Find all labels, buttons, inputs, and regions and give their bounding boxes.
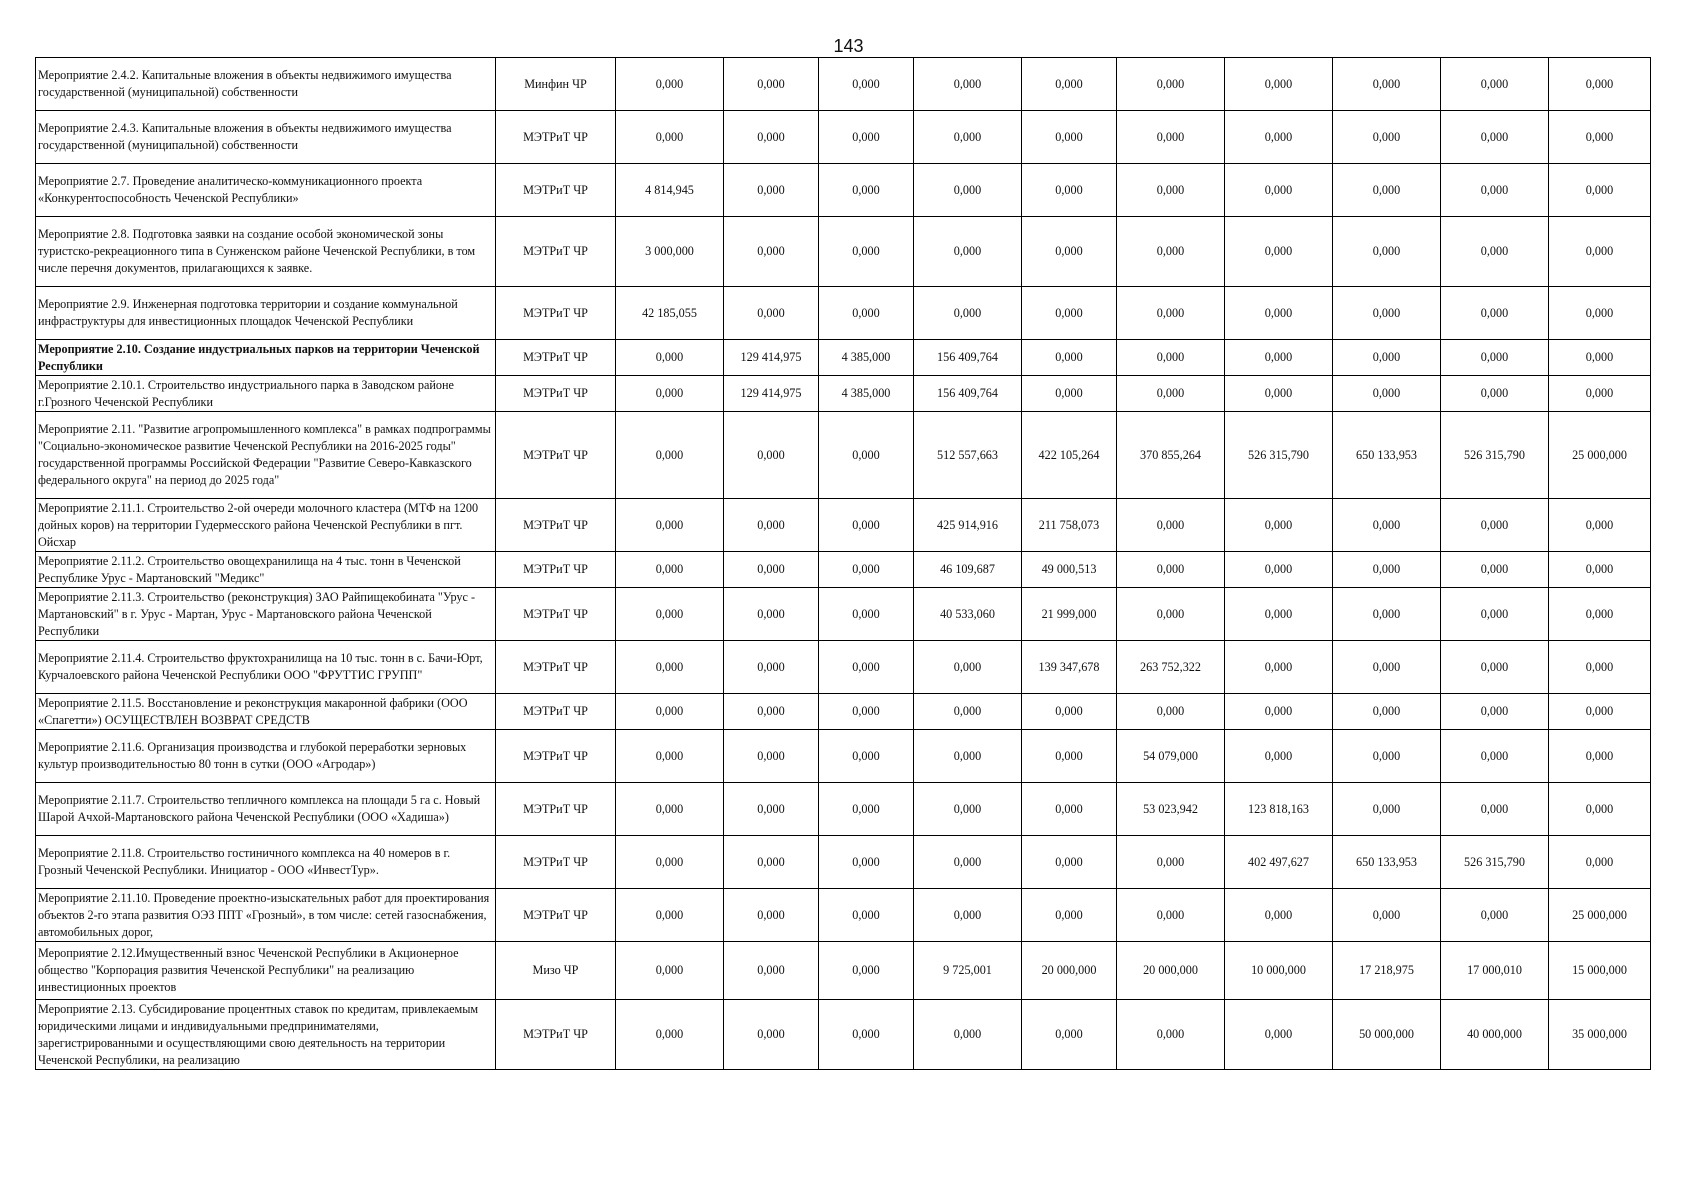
activity-name-cell: Мероприятие 2.11.1. Строительство 2-ой очереди молочного кластера (МТФ на 1200 дойных коров) на территории Гудермесского района Чеченской Республики в пгт. Ойсхар bbox=[36, 499, 496, 552]
amount-cell: 129 414,975 bbox=[724, 340, 819, 376]
activity-name-cell: Мероприятие 2.11.2. Строительство овощехранилища на 4 тыс. тонн в Чеченской Республике Урус - Мартановский "Медикс" bbox=[36, 552, 496, 588]
amount-cell: 0,000 bbox=[1333, 287, 1441, 340]
amount-cell: 156 409,764 bbox=[914, 376, 1022, 412]
amount-cell: 0,000 bbox=[1022, 836, 1117, 889]
activity-name-cell: Мероприятие 2.11.3. Строительство (реконструкция) ЗАО Райпищекобината "Урус - Мартановский" в г. Урус - Мартан, Урус - Мартановского района Чеченской Республики bbox=[36, 588, 496, 641]
table-row bbox=[36, 499, 1651, 552]
amount-cell: 0,000 bbox=[1225, 889, 1333, 942]
amount-cell: 650 133,953 bbox=[1333, 412, 1441, 499]
amount-cell: 0,000 bbox=[1117, 499, 1225, 552]
amount-cell: 0,000 bbox=[1441, 499, 1549, 552]
amount-cell: 0,000 bbox=[724, 499, 819, 552]
amount-cell: 40 000,000 bbox=[1441, 1000, 1549, 1070]
executor-cell: МЭТРиТ ЧР bbox=[496, 287, 616, 340]
table-row bbox=[36, 783, 1651, 836]
activity-name-cell: Мероприятие 2.10. Создание индустриальных парков на территории Чеченской Республики bbox=[36, 340, 496, 376]
executor-cell: МЭТРиТ ЧР bbox=[496, 499, 616, 552]
table-row bbox=[36, 641, 1651, 694]
amount-cell: 0,000 bbox=[1022, 783, 1117, 836]
amount-cell: 0,000 bbox=[1333, 783, 1441, 836]
amount-cell: 0,000 bbox=[1225, 694, 1333, 730]
amount-cell: 650 133,953 bbox=[1333, 836, 1441, 889]
amount-cell: 0,000 bbox=[914, 58, 1022, 111]
amount-cell: 0,000 bbox=[1225, 1000, 1333, 1070]
amount-cell: 0,000 bbox=[1022, 730, 1117, 783]
amount-cell: 0,000 bbox=[616, 340, 724, 376]
amount-cell: 0,000 bbox=[1441, 694, 1549, 730]
amount-cell: 42 185,055 bbox=[616, 287, 724, 340]
amount-cell: 0,000 bbox=[1022, 1000, 1117, 1070]
amount-cell: 50 000,000 bbox=[1333, 1000, 1441, 1070]
amount-cell: 526 315,790 bbox=[1225, 412, 1333, 499]
amount-cell: 0,000 bbox=[724, 552, 819, 588]
amount-cell: 0,000 bbox=[616, 942, 724, 1000]
executor-cell: МЭТРиТ ЧР bbox=[496, 412, 616, 499]
amount-cell: 0,000 bbox=[819, 499, 914, 552]
amount-cell: 0,000 bbox=[1549, 499, 1651, 552]
amount-cell: 123 818,163 bbox=[1225, 783, 1333, 836]
executor-cell: МЭТРиТ ЧР bbox=[496, 836, 616, 889]
amount-cell: 0,000 bbox=[819, 588, 914, 641]
amount-cell: 526 315,790 bbox=[1441, 412, 1549, 499]
amount-cell: 0,000 bbox=[1022, 164, 1117, 217]
table-row bbox=[36, 287, 1651, 340]
amount-cell: 10 000,000 bbox=[1225, 942, 1333, 1000]
amount-cell: 0,000 bbox=[1441, 889, 1549, 942]
amount-cell: 0,000 bbox=[616, 694, 724, 730]
amount-cell: 0,000 bbox=[1225, 376, 1333, 412]
amount-cell: 0,000 bbox=[819, 1000, 914, 1070]
executor-cell: МЭТРиТ ЧР bbox=[496, 1000, 616, 1070]
amount-cell: 40 533,060 bbox=[914, 588, 1022, 641]
table-row bbox=[36, 942, 1651, 1000]
amount-cell: 0,000 bbox=[819, 641, 914, 694]
table-row bbox=[36, 694, 1651, 730]
activity-name-cell: Мероприятие 2.11.8. Строительство гостиничного комплекса на 40 номеров в г. Грозный Чеченской Республики. Инициатор - ООО «ИнвестТур». bbox=[36, 836, 496, 889]
amount-cell: 0,000 bbox=[724, 58, 819, 111]
amount-cell: 20 000,000 bbox=[1022, 942, 1117, 1000]
amount-cell: 0,000 bbox=[724, 942, 819, 1000]
amount-cell: 0,000 bbox=[1117, 836, 1225, 889]
amount-cell: 0,000 bbox=[724, 730, 819, 783]
amount-cell: 0,000 bbox=[724, 641, 819, 694]
amount-cell: 0,000 bbox=[914, 641, 1022, 694]
amount-cell: 0,000 bbox=[1333, 340, 1441, 376]
amount-cell: 3 000,000 bbox=[616, 217, 724, 287]
activity-name-cell: Мероприятие 2.11.4. Строительство фруктохранилища на 10 тыс. тонн в с. Бачи-Юрт, Курчалоевского района Чеченской Республики ООО "ФРУТТИС ГРУПП" bbox=[36, 641, 496, 694]
amount-cell: 0,000 bbox=[1225, 552, 1333, 588]
amount-cell: 0,000 bbox=[1117, 111, 1225, 164]
table-row bbox=[36, 217, 1651, 287]
amount-cell: 0,000 bbox=[1225, 588, 1333, 641]
amount-cell: 156 409,764 bbox=[914, 340, 1022, 376]
executor-cell: МЭТРиТ ЧР bbox=[496, 730, 616, 783]
amount-cell: 0,000 bbox=[1333, 111, 1441, 164]
table-row bbox=[36, 552, 1651, 588]
amount-cell: 0,000 bbox=[616, 730, 724, 783]
amount-cell: 0,000 bbox=[1441, 340, 1549, 376]
amount-cell: 370 855,264 bbox=[1117, 412, 1225, 499]
amount-cell: 0,000 bbox=[1117, 287, 1225, 340]
amount-cell: 0,000 bbox=[1441, 111, 1549, 164]
amount-cell: 0,000 bbox=[914, 217, 1022, 287]
amount-cell: 0,000 bbox=[1549, 641, 1651, 694]
amount-cell: 0,000 bbox=[1549, 588, 1651, 641]
amount-cell: 0,000 bbox=[1549, 164, 1651, 217]
amount-cell: 0,000 bbox=[914, 730, 1022, 783]
amount-cell: 0,000 bbox=[1225, 164, 1333, 217]
activity-name-cell: Мероприятие 2.4.3. Капитальные вложения в объекты недвижимого имущества государственной (муниципальной) собственности bbox=[36, 111, 496, 164]
amount-cell: 0,000 bbox=[1333, 376, 1441, 412]
amount-cell: 0,000 bbox=[616, 58, 724, 111]
activity-name-cell: Мероприятие 2.4.2. Капитальные вложения в объекты недвижимого имущества государственной (муниципальной) собственности bbox=[36, 58, 496, 111]
amount-cell: 139 347,678 bbox=[1022, 641, 1117, 694]
amount-cell: 0,000 bbox=[1549, 730, 1651, 783]
activity-name-cell: Мероприятие 2.11.7. Строительство тепличного комплекса на площади 5 га с. Новый Шарой Ачхой-Мартановского района Чеченской Республики (ООО «Хадиша») bbox=[36, 783, 496, 836]
amount-cell: 0,000 bbox=[1117, 1000, 1225, 1070]
amount-cell: 0,000 bbox=[724, 1000, 819, 1070]
amount-cell: 0,000 bbox=[1022, 111, 1117, 164]
amount-cell: 0,000 bbox=[724, 287, 819, 340]
amount-cell: 0,000 bbox=[1117, 58, 1225, 111]
table-row bbox=[36, 58, 1651, 111]
amount-cell: 0,000 bbox=[1117, 889, 1225, 942]
amount-cell: 0,000 bbox=[724, 111, 819, 164]
table-row bbox=[36, 111, 1651, 164]
amount-cell: 0,000 bbox=[914, 836, 1022, 889]
amount-cell: 0,000 bbox=[616, 783, 724, 836]
amount-cell: 0,000 bbox=[616, 376, 724, 412]
amount-cell: 0,000 bbox=[1117, 217, 1225, 287]
activity-name-cell: Мероприятие 2.11.10. Проведение проектно-изыскательных работ для проектирования объектов 2-го этапа развития ОЭЗ ППТ «Грозный», в том числе: сетей газоснабжения, автомобильных дорог, bbox=[36, 889, 496, 942]
table-row bbox=[36, 588, 1651, 641]
amount-cell: 0,000 bbox=[1333, 552, 1441, 588]
executor-cell: Мизо ЧР bbox=[496, 942, 616, 1000]
amount-cell: 0,000 bbox=[1549, 287, 1651, 340]
amount-cell: 53 023,942 bbox=[1117, 783, 1225, 836]
amount-cell: 0,000 bbox=[1549, 836, 1651, 889]
amount-cell: 0,000 bbox=[1333, 588, 1441, 641]
amount-cell: 0,000 bbox=[1022, 889, 1117, 942]
amount-cell: 0,000 bbox=[1549, 58, 1651, 111]
amount-cell: 0,000 bbox=[1022, 376, 1117, 412]
amount-cell: 0,000 bbox=[819, 412, 914, 499]
amount-cell: 0,000 bbox=[1117, 552, 1225, 588]
amount-cell: 0,000 bbox=[819, 730, 914, 783]
amount-cell: 0,000 bbox=[1022, 58, 1117, 111]
amount-cell: 9 725,001 bbox=[914, 942, 1022, 1000]
amount-cell: 0,000 bbox=[724, 412, 819, 499]
executor-cell: Минфин ЧР bbox=[496, 58, 616, 111]
table-row bbox=[36, 1000, 1651, 1070]
amount-cell: 0,000 bbox=[914, 164, 1022, 217]
amount-cell: 0,000 bbox=[914, 889, 1022, 942]
amount-cell: 0,000 bbox=[616, 641, 724, 694]
amount-cell: 35 000,000 bbox=[1549, 1000, 1651, 1070]
amount-cell: 0,000 bbox=[1549, 783, 1651, 836]
amount-cell: 25 000,000 bbox=[1549, 889, 1651, 942]
amount-cell: 49 000,513 bbox=[1022, 552, 1117, 588]
amount-cell: 0,000 bbox=[914, 694, 1022, 730]
amount-cell: 4 385,000 bbox=[819, 376, 914, 412]
amount-cell: 0,000 bbox=[616, 111, 724, 164]
amount-cell: 0,000 bbox=[1441, 783, 1549, 836]
amount-cell: 0,000 bbox=[724, 836, 819, 889]
amount-cell: 422 105,264 bbox=[1022, 412, 1117, 499]
amount-cell: 0,000 bbox=[819, 694, 914, 730]
amount-cell: 0,000 bbox=[819, 889, 914, 942]
executor-cell: МЭТРиТ ЧР bbox=[496, 783, 616, 836]
amount-cell: 425 914,916 bbox=[914, 499, 1022, 552]
table-row bbox=[36, 340, 1651, 376]
amount-cell: 0,000 bbox=[1333, 641, 1441, 694]
amount-cell: 0,000 bbox=[1225, 217, 1333, 287]
amount-cell: 0,000 bbox=[1441, 376, 1549, 412]
amount-cell: 0,000 bbox=[819, 836, 914, 889]
amount-cell: 0,000 bbox=[1441, 641, 1549, 694]
amount-cell: 0,000 bbox=[1333, 58, 1441, 111]
amount-cell: 0,000 bbox=[724, 164, 819, 217]
amount-cell: 0,000 bbox=[1549, 694, 1651, 730]
activity-name-cell: Мероприятие 2.8. Подготовка заявки на создание особой экономической зоны туристско-рекреационного типа в Сунженском районе Чеченской Республики, в том числе перечня документов, прилагающихся к заявке. bbox=[36, 217, 496, 287]
amount-cell: 25 000,000 bbox=[1549, 412, 1651, 499]
amount-cell: 0,000 bbox=[616, 552, 724, 588]
amount-cell: 0,000 bbox=[1441, 730, 1549, 783]
activity-name-cell: Мероприятие 2.10.1. Строительство индустриального парка в Заводском районе г.Грозного Чеченской Республики bbox=[36, 376, 496, 412]
executor-cell: МЭТРиТ ЧР bbox=[496, 694, 616, 730]
amount-cell: 0,000 bbox=[1333, 499, 1441, 552]
activity-name-cell: Мероприятие 2.11. "Развитие агропромышленного комплекса" в рамках подпрограммы "Социально-экономическое развитие Чеченской Республики на 2016-2025 годы" государственной программы Российской Федерации "Развитие Северо-Кавказского федерального округа" на период до 2025 года" bbox=[36, 412, 496, 499]
amount-cell: 211 758,073 bbox=[1022, 499, 1117, 552]
amount-cell: 0,000 bbox=[724, 889, 819, 942]
amount-cell: 0,000 bbox=[819, 783, 914, 836]
table-row bbox=[36, 376, 1651, 412]
activity-name-cell: Мероприятие 2.12.Имущественный взнос Чеченской Республики в Акционерное общество "Корпорация развития Чеченской Республики" на реализацию инвестиционных проектов bbox=[36, 942, 496, 1000]
amount-cell: 0,000 bbox=[1441, 588, 1549, 641]
amount-cell: 0,000 bbox=[1441, 552, 1549, 588]
amount-cell: 0,000 bbox=[1225, 641, 1333, 694]
amount-cell: 0,000 bbox=[819, 287, 914, 340]
amount-cell: 0,000 bbox=[1117, 694, 1225, 730]
amount-cell: 0,000 bbox=[914, 783, 1022, 836]
executor-cell: МЭТРиТ ЧР bbox=[496, 217, 616, 287]
amount-cell: 0,000 bbox=[819, 58, 914, 111]
table-row bbox=[36, 730, 1651, 783]
amount-cell: 4 814,945 bbox=[616, 164, 724, 217]
amount-cell: 0,000 bbox=[1225, 499, 1333, 552]
amount-cell: 0,000 bbox=[1333, 889, 1441, 942]
budget-table bbox=[35, 57, 1651, 1070]
amount-cell: 0,000 bbox=[1225, 58, 1333, 111]
amount-cell: 0,000 bbox=[1441, 58, 1549, 111]
page-number: 143 bbox=[833, 36, 864, 56]
activity-name-cell: Мероприятие 2.7. Проведение аналитическо-коммуникационного проекта «Конкурентоспособность Чеченской Республики» bbox=[36, 164, 496, 217]
amount-cell: 0,000 bbox=[914, 1000, 1022, 1070]
amount-cell: 0,000 bbox=[616, 499, 724, 552]
amount-cell: 512 557,663 bbox=[914, 412, 1022, 499]
executor-cell: МЭТРиТ ЧР bbox=[496, 340, 616, 376]
activity-name-cell: Мероприятие 2.11.5. Восстановление и реконструкция макаронной фабрики (ООО «Спагетти») ОСУЩЕСТВЛЕН ВОЗВРАТ СРЕДСТВ bbox=[36, 694, 496, 730]
amount-cell: 54 079,000 bbox=[1117, 730, 1225, 783]
amount-cell: 0,000 bbox=[819, 552, 914, 588]
amount-cell: 0,000 bbox=[1225, 287, 1333, 340]
executor-cell: МЭТРиТ ЧР bbox=[496, 889, 616, 942]
amount-cell: 0,000 bbox=[1333, 164, 1441, 217]
amount-cell: 0,000 bbox=[1549, 552, 1651, 588]
amount-cell: 17 218,975 bbox=[1333, 942, 1441, 1000]
amount-cell: 0,000 bbox=[1441, 164, 1549, 217]
amount-cell: 0,000 bbox=[1333, 217, 1441, 287]
amount-cell: 0,000 bbox=[1333, 730, 1441, 783]
amount-cell: 0,000 bbox=[1225, 111, 1333, 164]
amount-cell: 15 000,000 bbox=[1549, 942, 1651, 1000]
amount-cell: 0,000 bbox=[819, 164, 914, 217]
activity-name-cell: Мероприятие 2.9. Инженерная подготовка территории и создание коммунальной инфраструктуры для инвестиционных площадок Чеченской Республики bbox=[36, 287, 496, 340]
amount-cell: 0,000 bbox=[1333, 694, 1441, 730]
executor-cell: МЭТРиТ ЧР bbox=[496, 376, 616, 412]
amount-cell: 4 385,000 bbox=[819, 340, 914, 376]
amount-cell: 0,000 bbox=[1441, 217, 1549, 287]
amount-cell: 0,000 bbox=[724, 588, 819, 641]
amount-cell: 0,000 bbox=[1117, 376, 1225, 412]
amount-cell: 129 414,975 bbox=[724, 376, 819, 412]
amount-cell: 526 315,790 bbox=[1441, 836, 1549, 889]
amount-cell: 0,000 bbox=[1022, 217, 1117, 287]
amount-cell: 0,000 bbox=[1225, 340, 1333, 376]
amount-cell: 21 999,000 bbox=[1022, 588, 1117, 641]
amount-cell: 0,000 bbox=[819, 111, 914, 164]
amount-cell: 0,000 bbox=[724, 217, 819, 287]
table-row bbox=[36, 164, 1651, 217]
activity-name-cell: Мероприятие 2.11.6. Организация производства и глубокой переработки зерновых культур производительностью 80 тонн в сутки (ООО «Агродар») bbox=[36, 730, 496, 783]
executor-cell: МЭТРиТ ЧР bbox=[496, 552, 616, 588]
amount-cell: 0,000 bbox=[1549, 376, 1651, 412]
amount-cell: 263 752,322 bbox=[1117, 641, 1225, 694]
amount-cell: 0,000 bbox=[819, 217, 914, 287]
amount-cell: 0,000 bbox=[1549, 217, 1651, 287]
amount-cell: 0,000 bbox=[1117, 164, 1225, 217]
table-row bbox=[36, 412, 1651, 499]
amount-cell: 402 497,627 bbox=[1225, 836, 1333, 889]
amount-cell: 0,000 bbox=[1225, 730, 1333, 783]
amount-cell: 0,000 bbox=[914, 287, 1022, 340]
amount-cell: 0,000 bbox=[724, 694, 819, 730]
amount-cell: 0,000 bbox=[616, 889, 724, 942]
table-row bbox=[36, 889, 1651, 942]
amount-cell: 0,000 bbox=[1022, 694, 1117, 730]
amount-cell: 0,000 bbox=[1022, 287, 1117, 340]
amount-cell: 0,000 bbox=[1549, 111, 1651, 164]
amount-cell: 0,000 bbox=[1117, 340, 1225, 376]
executor-cell: МЭТРиТ ЧР bbox=[496, 588, 616, 641]
amount-cell: 0,000 bbox=[819, 942, 914, 1000]
amount-cell: 0,000 bbox=[1441, 287, 1549, 340]
amount-cell: 0,000 bbox=[1549, 340, 1651, 376]
amount-cell: 0,000 bbox=[724, 783, 819, 836]
amount-cell: 0,000 bbox=[1117, 588, 1225, 641]
executor-cell: МЭТРиТ ЧР bbox=[496, 641, 616, 694]
amount-cell: 0,000 bbox=[914, 111, 1022, 164]
executor-cell: МЭТРиТ ЧР bbox=[496, 111, 616, 164]
amount-cell: 0,000 bbox=[1022, 340, 1117, 376]
amount-cell: 0,000 bbox=[616, 1000, 724, 1070]
table-body bbox=[36, 58, 1651, 1070]
amount-cell: 46 109,687 bbox=[914, 552, 1022, 588]
amount-cell: 20 000,000 bbox=[1117, 942, 1225, 1000]
amount-cell: 0,000 bbox=[616, 836, 724, 889]
amount-cell: 0,000 bbox=[616, 588, 724, 641]
activity-name-cell: Мероприятие 2.13. Субсидирование процентных ставок по кредитам, привлекаемым юридическими лицами и индивидуальными предпринимателями, зарегистрированными и осуществляющими свою деятельность на территории Чеченской Республики, на реализацию bbox=[36, 1000, 496, 1070]
amount-cell: 17 000,010 bbox=[1441, 942, 1549, 1000]
amount-cell: 0,000 bbox=[616, 412, 724, 499]
table-row bbox=[36, 836, 1651, 889]
executor-cell: МЭТРиТ ЧР bbox=[496, 164, 616, 217]
